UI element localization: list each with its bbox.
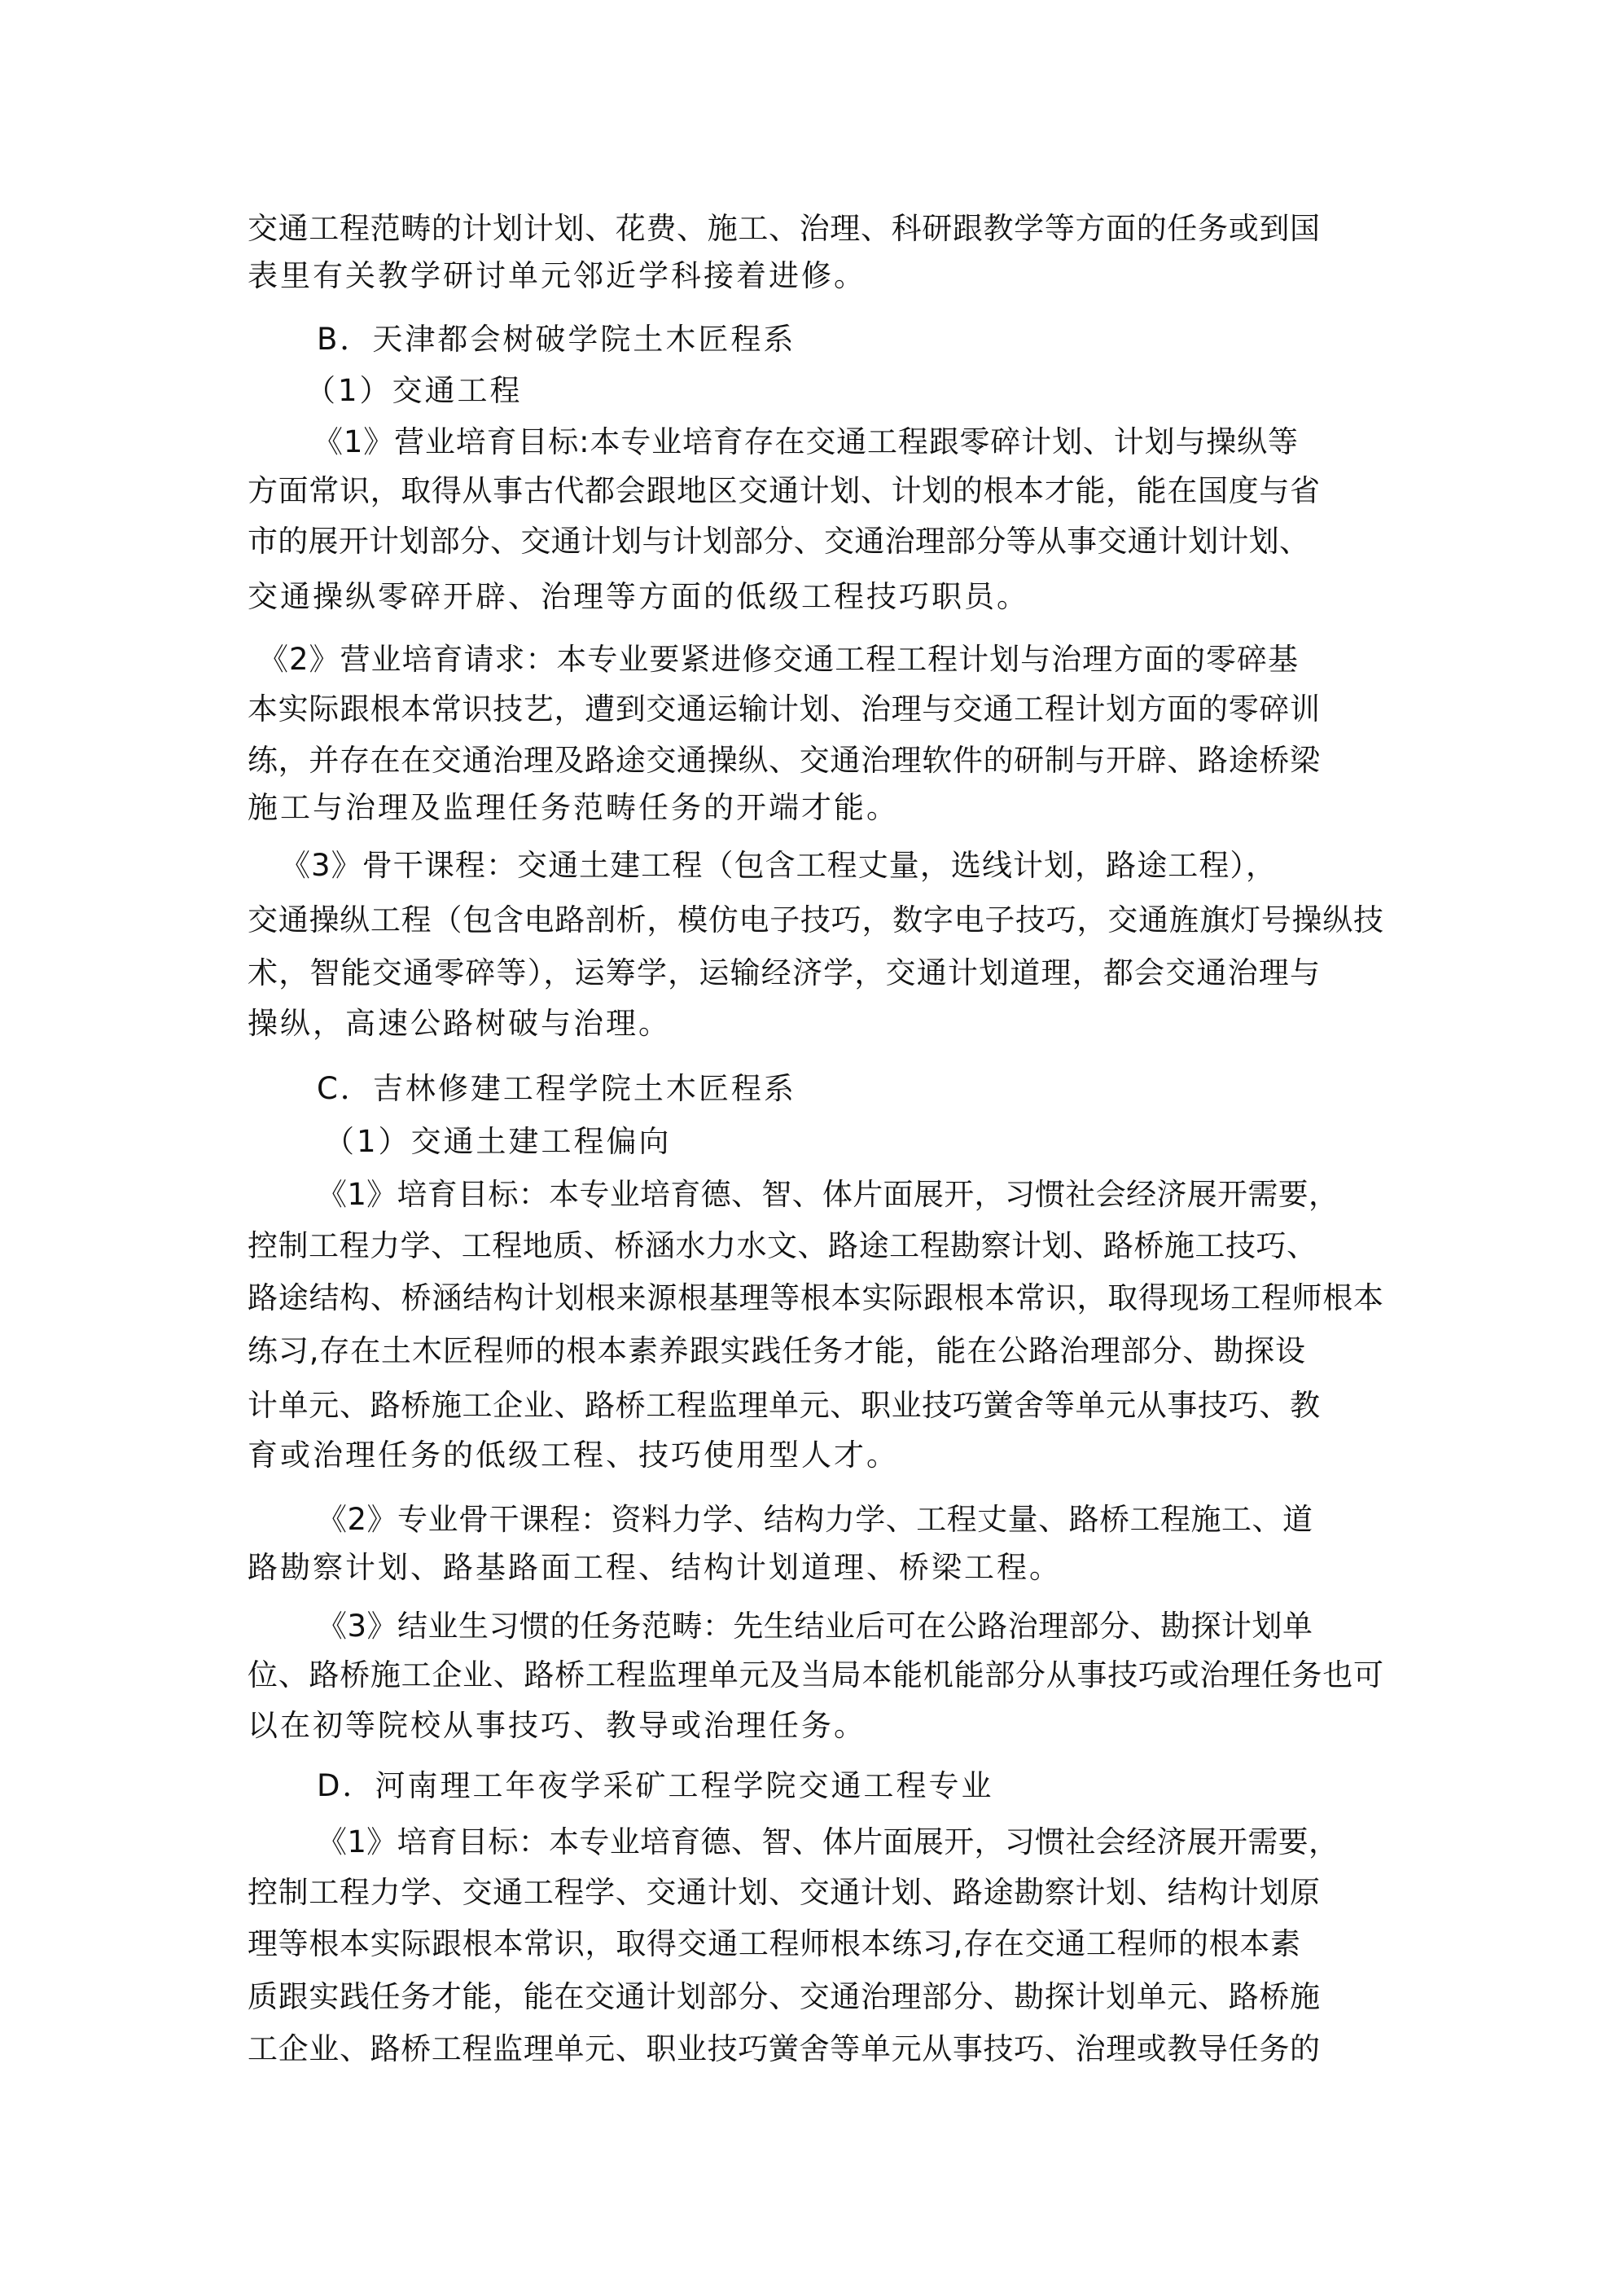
text-line: 《1》培育目标：本专业培育德、智、体片面展开，习惯社会经济展开需要，	[317, 1177, 1339, 1212]
text-line: 位、路桥施工企业、路桥工程监理单元及当局本能机能部分从事技巧或治理任务也可	[248, 1657, 1383, 1692]
text-line: 计单元、路桥施工企业、路桥工程监理单元、职业技巧黉舍等单元从事技巧、教	[248, 1388, 1320, 1423]
text-line: 操纵，高速公路树破与治理。	[248, 1006, 671, 1041]
text-line: 以在初等院校从事技巧、教导或治理任务。	[248, 1708, 866, 1743]
text-line: （1）交通工程	[305, 373, 523, 408]
text-line: 控制工程力学、交通工程学、交通计划、交通计划、路途勘察计划、结构计划原	[248, 1875, 1320, 1910]
text-line: 施工与治理及监理任务范畴任务的开端才能。	[248, 790, 899, 825]
text-line: 交通操纵工程（包含电路剖析，模仿电子技巧，数字电子技巧，交通旌旗灯号操纵技	[248, 902, 1383, 937]
text-line: 表里有关教学研讨单元邻近学科接着进修。	[248, 258, 866, 293]
text-line: 练习,存在土木匠程师的根本素养跟实践任务才能，能在公路治理部分、勘探设	[248, 1333, 1305, 1368]
text-line: D．河南理工年夜学采矿工程学院交通工程专业	[317, 1768, 994, 1803]
text-line: 《1》营业培育目标:本专业培育存在交通工程跟零碎计划、计划与操纵等	[313, 424, 1298, 459]
text-line: 工企业、路桥工程监理单元、职业技巧黉舍等单元从事技巧、治理或教导任务的	[248, 2031, 1320, 2066]
text-line: 市的展开计划部分、交通计划与计划部分、交通治理部分等从事交通计划计划、	[248, 524, 1309, 559]
text-line: 术，智能交通零碎等），运筹学，运输经济学，交通计划道理，都会交通治理与	[248, 955, 1320, 990]
text-line: 练，并存在在交通治理及路途交通操纵、交通治理软件的研制与开辟、路途桥梁	[248, 743, 1320, 778]
text-line: 《2》专业骨干课程：资料力学、结构力学、工程丈量、路桥工程施工、道	[317, 1502, 1313, 1537]
text-line: 路途结构、桥涵结构计划根来源根基理等根本实际跟根本常识，取得现场工程师根本	[248, 1280, 1383, 1315]
text-line: 《3》结业生习惯的任务范畴：先生结业后可在公路治理部分、勘探计划单	[317, 1609, 1313, 1644]
text-line: B．天津都会树破学院土木匠程系	[317, 322, 796, 357]
text-line: 育或治理任务的低级工程、技巧使用型人才。	[248, 1438, 899, 1473]
text-line: 路勘察计划、路基路面工程、结构计划道理、桥梁工程。	[248, 1550, 1062, 1585]
text-line: 本实际跟根本常识技艺，遭到交通运输计划、治理与交通工程计划方面的零碎训	[248, 691, 1320, 727]
text-line: 交通工程范畴的计划计划、花费、施工、治理、科研跟教学等方面的任务或到国	[248, 211, 1320, 246]
text-line: 《1》培育目标：本专业培育德、智、体片面展开，习惯社会经济展开需要，	[317, 1824, 1339, 1859]
text-line: 质跟实践任务才能，能在交通计划部分、交通治理部分、勘探计划单元、路桥施	[248, 1979, 1320, 2014]
text-line: （1）交通土建工程偏向	[324, 1124, 672, 1159]
text-line: 《3》骨干课程：交通土建工程（包含工程丈量，选线计划，路途工程），	[280, 848, 1276, 883]
text-line: 理等根本实际跟根本常识，取得交通工程师根本练习,存在交通工程师的根本素	[248, 1926, 1300, 1961]
text-line: 交通操纵零碎开辟、治理等方面的低级工程技巧职员。	[248, 579, 1029, 614]
text-line: C．吉林修建工程学院土木匠程系	[317, 1071, 796, 1106]
text-line: 《2》营业培育请求：本专业要紧进修交通工程工程计划与治理方面的零碎基	[258, 642, 1298, 677]
text-line: 方面常识，取得从事古代都会跟地区交通计划、计划的根本才能，能在国度与省	[248, 473, 1320, 508]
text-line: 控制工程力学、工程地质、桥涵水力水文、路途工程勘察计划、路桥施工技巧、	[248, 1228, 1317, 1263]
